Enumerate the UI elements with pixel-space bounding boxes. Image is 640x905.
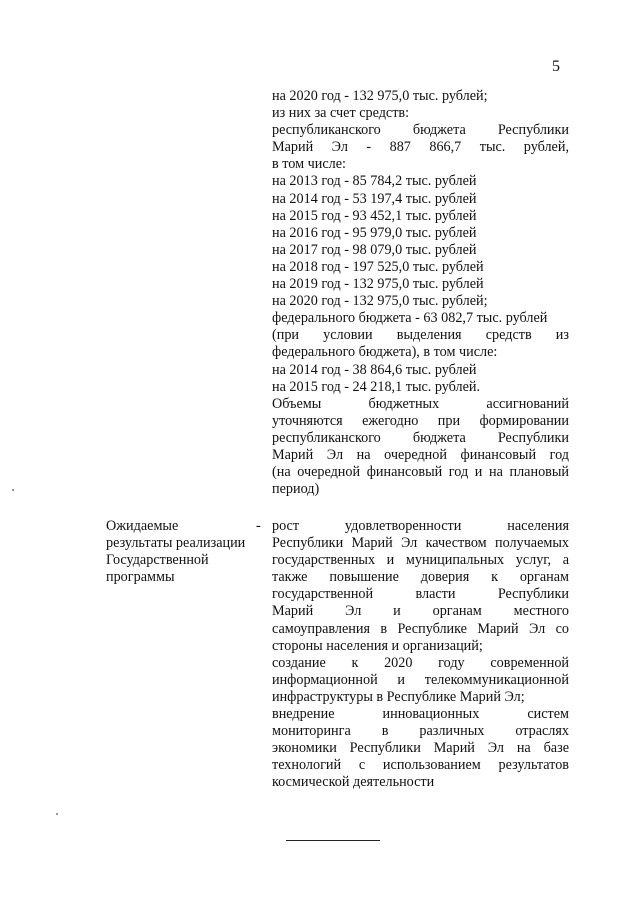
funding-line: (при условии выделения средств из (272, 327, 569, 344)
results-line: мониторинга в различных отраслях (272, 723, 569, 740)
results-line: рост удовлетворенности населения (272, 518, 569, 534)
funding-line: период) (272, 481, 320, 498)
results-label-line: результаты реализации (106, 535, 246, 552)
funding-line: федерального бюджета - 63 082,7 тыс. рублей (272, 310, 548, 327)
funding-line: уточняются ежегодно при формировании (272, 412, 569, 429)
results-line: внедрение инновационных систем (272, 706, 569, 723)
funding-line: Марий Эл - 887 866,7 тыс. рублей, (272, 139, 569, 156)
funding-line: (на очередной финансовый год и на плановый (272, 464, 569, 481)
funding-line: в том числе: (272, 156, 346, 173)
funding-line: на 2015 год - 24 218,1 тыс. рублей. (272, 378, 481, 395)
results-block (272, 518, 569, 792)
funding-line: на 2015 год - 93 452,1 тыс. рублей (272, 207, 477, 224)
results-line: государственной власти Республики (272, 586, 569, 603)
funding-line: на 2019 год - 132 975,0 тыс. рублей (272, 276, 484, 293)
results-label-line: программы (106, 569, 175, 586)
funding-line: на 2014 год - 38 864,6 тыс. рублей (272, 361, 477, 378)
footer-rule (286, 840, 380, 841)
funding-line: Марий Эл на очередной финансовый год (272, 446, 569, 463)
scan-speck (56, 813, 58, 815)
funding-line: республиканского бюджета Республики (272, 429, 569, 446)
funding-line: республиканского бюджета Республики (272, 122, 569, 139)
funding-line: федерального бюджета), в том числе: (272, 344, 498, 361)
results-dash: - (256, 518, 261, 534)
results-line: инфраструктуры в Республике Марий Эл; (272, 688, 525, 705)
funding-block (272, 88, 569, 498)
funding-line: на 2017 год - 98 079,0 тыс. рублей (272, 241, 477, 258)
results-label-line: Государственной (106, 552, 209, 569)
results-line: экономики Республики Марий Эл на базе (272, 740, 569, 757)
results-line: самоуправления в Республике Марий Эл со (272, 620, 569, 637)
funding-line: Объемы бюджетных ассигнований (272, 395, 569, 412)
funding-line: на 2020 год - 132 975,0 тыс. рублей; (272, 88, 488, 104)
funding-line: на 2014 год - 53 197,4 тыс. рублей (272, 190, 477, 207)
results-line: космической деятельности (272, 774, 435, 791)
scan-speck (12, 489, 14, 491)
results-line: государственных и муниципальных услуг, а (272, 552, 569, 569)
results-line: стороны населения и организаций; (272, 637, 483, 654)
results-label-line: Ожидаемые (106, 518, 179, 534)
results-line: также повышение доверия к органам (272, 569, 569, 586)
results-line: Республики Марий Эл качеством получаемых (272, 535, 569, 552)
funding-line: из них за счет средств: (272, 105, 410, 122)
results-line: информационной и телекоммуникационной (272, 671, 569, 688)
funding-line: на 2013 год - 85 784,2 тыс. рублей (272, 173, 477, 190)
funding-line: на 2016 год - 95 979,0 тыс. рублей (272, 224, 477, 241)
funding-line: на 2018 год - 197 525,0 тыс. рублей (272, 258, 484, 275)
funding-line: на 2020 год - 132 975,0 тыс. рублей; (272, 293, 488, 310)
results-line: создание к 2020 году современной (272, 654, 569, 671)
page-number: 5 (552, 58, 560, 75)
results-label (106, 518, 256, 586)
results-line: Марий Эл и органам местного (272, 603, 569, 620)
results-line: технологий с использованием результатов (272, 757, 569, 774)
